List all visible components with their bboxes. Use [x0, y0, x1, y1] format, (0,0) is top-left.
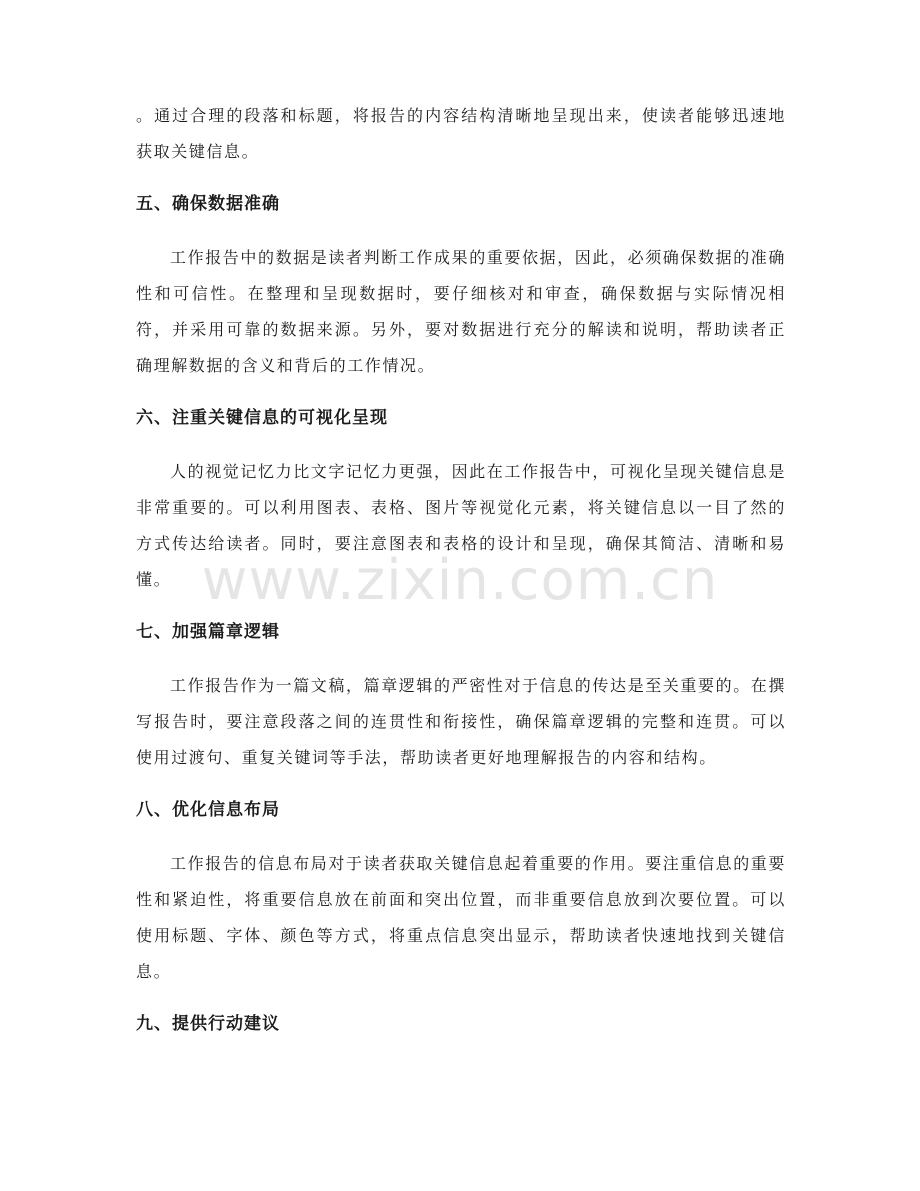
section-heading-5: 五、确保数据准确 — [136, 194, 280, 214]
section-body-7: 工作报告作为一篇文稿，篇章逻辑的严密性对于信息的传达是至关重要的。在撰写报告时，要注意段落之间的连贯性和衔接性，确保篇章逻辑的完整和连贯。可以使用过渡句、重复关键词等手法，帮助读者更好地理解报告的内容和结构。 — [136, 676, 787, 767]
section-heading-6: 六、注重关键信息的可视化呈现 — [136, 408, 388, 428]
document-page — [136, 98, 786, 1042]
section-heading-7: 七、加强篇章逻辑 — [136, 622, 280, 642]
section-body-5: 工作报告中的数据是读者判断工作成果的重要依据，因此，必须确保数据的准确性和可信性。在整理和呈现数据时，要仔细核对和审查，确保数据与实际情况相符，并采用可靠的数据来源。另外，要对数据进行充分的解读和说明，帮助读者正确理解数据的含义和背后的工作情况。 — [136, 248, 787, 375]
watermark: www.zixin.com.cn — [201, 548, 719, 613]
intro-paragraph: 。通过合理的段落和标题，将报告的内容结构清晰地呈现出来，使读者能够迅速地获取关键信息。 — [136, 106, 786, 161]
section-body-8: 工作报告的信息布局对于读者获取关键信息起着重要的作用。要注重信息的重要性和紧迫性，将重要信息放在前面和突出位置，而非重要信息放到次要位置。可以使用标题、字体、颜色等方式，将重点信息突出显示，帮助读者快速地找到关键信息。 — [136, 854, 787, 981]
section-heading-9: 九、提供行动建议 — [136, 1014, 280, 1034]
section-body-6: 人的视觉记忆力比文字记忆力更强，因此在工作报告中，可视化呈现关键信息是非常重要的。可以利用图表、表格、图片等视觉化元素，将关键信息以一目了然的方式传达给读者。同时，要注意图表和表格的设计和呈现，确保其简洁、清晰和易懂。 — [136, 462, 787, 589]
section-heading-8: 八、优化信息布局 — [136, 800, 280, 820]
